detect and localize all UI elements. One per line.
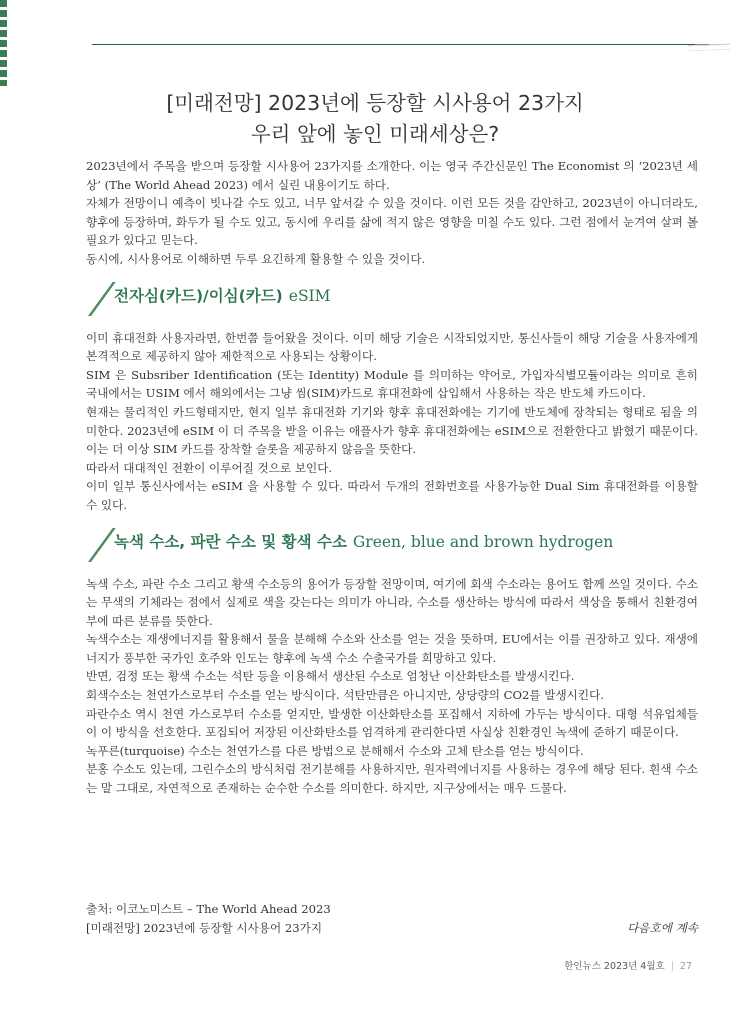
section-paragraph: SIM 은 Subsriber Identification (또는 Identity) Module 를 의미하는 약어로, 가입자식별모듈이라는 의미로 흔히 국내에서는 USIM 에서 해외에서는 그냥 씸(SIM)카드로 휴대전화에 삽입해서 사용하는 작은 반도체 카드이다. [86,367,698,401]
top-divider [92,44,722,45]
slash-decoration [88,282,116,316]
heading-en: eSIM [288,286,331,305]
section-paragraph: 회색수소는 천연가스로부터 수소를 얻는 방식이다. 석탄만큼은 아니지만, 상당량의 CO2를 발생시킨다. [86,688,604,703]
section-heading-esim [86,279,698,319]
section-heading-hydrogen [86,525,698,565]
article-title [0,88,750,150]
section-paragraph: 이미 일부 통신사에서는 eSIM 을 사용할 수 있다. 따라서 두개의 전화번호를 사용가능한 Dual Sim 휴대전화를 이용할 수 있다. [86,479,698,512]
intro-paragraph: 자체가 전망이니 예측이 빗나갈 수도 있고, 너무 앞서갈 수 있을 것이다. 이런 모든 것을 감안하고, 2023년이 아니더라도, 향후에 등장하며, 화두가 될 수도 있고, 동시에 우리를 삶에 적지 않은 영향을 미칠 수도 있다. 그런 점에서 눈겨여 살펴 볼 필요가 있다고 믿는다. [86,196,698,248]
section-heading-text [114,533,613,552]
edge-decoration [0,0,7,86]
section-paragraph: 따라서 대대적인 전환이 이루어질 것으로 보인다. [86,460,333,475]
section-heading-text [114,287,331,306]
section-paragraph: 반면, 검정 또는 황색 수소는 석탄 등을 이용해서 생산된 수소로 엄청난 이산화탄소를 발생시킨다. [86,669,575,684]
title-line-1: [미래전망] 2023년에 등장할 시사용어 23가지 [166,91,584,115]
heading-ko: 녹색 수소, 파란 수소 및 황색 수소 [114,532,347,551]
page-footer [564,958,692,972]
intro-paragraph: 2023년에서 주목을 받으며 등장할 시사용어 23가지를 소개한다. 이는 영국 주간신문인 The Economist 의 ‘2023년 세상’ (The World Ahead 2023) 에서 실린 내용이기도 하다. [86,159,698,192]
brush-decoration [688,34,730,60]
section-paragraph: 현재는 물리적인 카드형태지만, 현지 일부 휴대전화 기기와 향후 휴대전화에는 기기에 반도체에 장착되는 형태로 됨을 의미한다. 2023년에 eSIM 이 더 주목을 받을 이유는 애플사가 향후 휴대전화에는 eSIM으로 전환한다고 밝혔기 때문이다. 이는 더 이상 SIM 카드를 장착할 슬롯을 제공하지 않음을 뜻한다. [86,404,698,457]
source-block [86,900,698,937]
section-paragraph: 녹색수소는 재생에너지를 활용해서 물을 분해해 수소와 산소를 얻는 것을 뜻하며, EU에서는 이를 권장하고 있다. 재생에너지가 풍부한 국가인 호주와 인도는 향후에 녹색 수소 수출국가를 희망하고 있다. [86,632,698,665]
article-body [86,157,698,798]
heading-en: Green, blue and brown hydrogen [352,532,614,551]
source-series: [미래전망] 2023년에 등장할 시사용어 23가지 [86,920,323,935]
slash-decoration [88,528,116,562]
heading-ko: 전자심(카드)/이심(카드) [114,286,283,305]
source-row [86,919,698,938]
continued-note: 다음호에 계속 [627,920,698,935]
issue-label: 한인뉴스 2023년 4월호 [564,961,665,972]
page-number: 27 [679,961,692,972]
footer-separator: | [670,961,674,972]
section-paragraph: 이미 휴대전화 사용자라면, 한번쯤 들어왔을 것이다. 이미 해당 기술은 시작되었지만, 통신사들이 해당 기술을 사용자에게 본격적으로 제공하지 않아 제한적으로 사용되는 상황이다. [86,330,698,364]
section-paragraph: 파란수소 역시 천연 가스로부터 수소를 얻지만, 발생한 이산화탄소를 포집해서 지하에 가두는 방식이다. 대형 석유업체들이 이 방식을 선호한다. 포집되어 저장된 이산화탄소를 엄격하게 관리한다면 사실상 친환경인 녹색에 준하기 때문이다. [86,706,698,740]
intro-paragraph: 동시에, 시사용어로 이해하면 두루 요긴하게 활용할 수 있을 것이다. [86,251,426,266]
source-line: 출처: 이코노미스트 – The World Ahead 2023 [86,902,331,916]
section-paragraph: 녹색 수소, 파란 수소 그리고 황색 수소등의 용어가 등장할 전망이며, 여기에 회색 수소라는 용어도 함께 쓰일 것이다. 수소는 무색의 기체라는 점에서 실제로 색을 갖는다는 의미가 아니라, 수소를 생산하는 방식에 따라서 색상을 통해서 친환경여부에 따른 분류를 뜻한다. [86,576,698,628]
section-paragraph: 녹푸른(turquoise) 수소는 천연가스를 다른 방법으로 분해해서 수소와 고체 탄소를 얻는 방식이다. [86,743,584,758]
title-line-2: 우리 앞에 놓인 미래세상은? [250,122,500,146]
section-paragraph: 분홍 수소도 있는데, 그린수소의 방식처럼 전기분해를 사용하지만, 원자력에너지를 사용하는 경우에 해당 된다. 흰색 수소는 말 그대로, 자연적으로 존재하는 순수한 수소를 의미한다. 하지만, 지구상에서는 매우 드물다. [86,762,698,796]
